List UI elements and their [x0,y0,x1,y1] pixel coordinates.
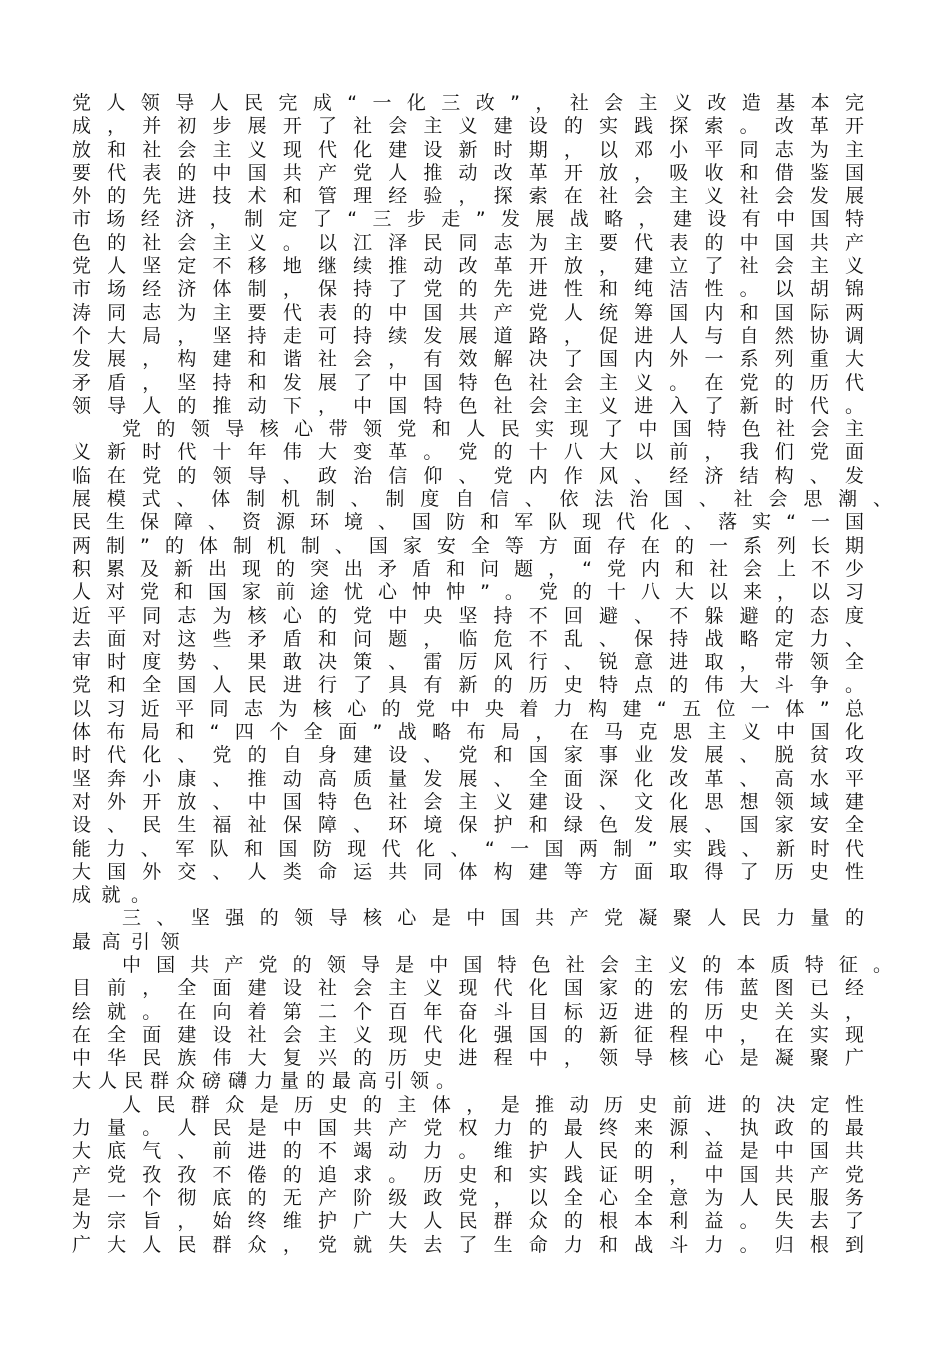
text-line: 临在党的领导、政治信仰、党内作风、经济结构、发 [72,464,864,487]
text-line: 力量。人民是中国共产党权力的最终来源、执政的最 [72,1117,864,1140]
text-line: 设、民生福祉保障、环境保护和绿色发展、国家安全 [72,814,864,837]
text-line: 能力、军队和国防现代化、“一国两制”实践、新时代 [72,837,864,860]
text-line: 党和全国人民进行了具有新的历史特点的伟大斗争。 [72,674,864,697]
text-line: 展模式、体制机制、制度自信、依法治国、社会思潮、 [72,488,892,511]
text-line: 成就。 [72,884,161,907]
text-line: 中华民族伟大复兴的历史进程中，领导核心是凝聚广 [72,1047,864,1070]
text-line: 体布局和“四个全面”战略布局，在马克思主义中国化 [72,721,864,744]
text-line: 市场经济体制，保持了党的先进性和纯洁性。以胡锦 [72,278,864,301]
paragraph-start-line: 党的领导核心带领党和人民实现了中国特色社会主 [122,418,864,441]
text-line: 党人坚定不移地继续推动改革开放，建立了社会主义 [72,255,864,278]
text-line: 涛同志为主要代表的中国共产党人统筹国内和国际两 [72,301,864,324]
text-line: 近平同志为核心的党中央坚持不回避、不躲避的态度 [72,604,864,627]
text-line: 绘就。在向着第二个百年奋斗目标迈进的历史关头， [72,1000,864,1023]
text-line: 在全面建设社会主义现代化强国的新征程中，在实现 [72,1023,864,1046]
text-line: 两制”的体制机制、国家安全等方面存在的一系列长期 [72,534,864,557]
text-line: 产党孜孜不倦的追求。历史和实践证明，中国共产党 [72,1163,864,1186]
text-line: 人对党和国家前途忧心忡忡”。党的十八大以来，以习 [72,581,864,604]
text-line: 党人领导人民完成“一化三改”，社会主义改造基本完 [72,92,864,114]
text-line: 义新时代十年伟大变革。党的十八大以前，我们党面 [72,441,864,464]
text-line: 为宗旨，始终维护广大人民群众的根本利益。失去了 [72,1210,864,1233]
text-line: 民生保障、资源环境、国防和军队现代化、落实“一国 [72,511,864,534]
text-line: 大国外交、人类命运共同体构建等方面取得了历史性 [72,860,864,883]
text-line: 广大人民群众，党就失去了生命力和战斗力。归根到 [72,1233,864,1256]
paragraph-start-line: 中国共产党的领导是中国特色社会主义的本质特征。 [122,953,892,976]
text-line: 目前，全面建设社会主义现代化国家的宏伟蓝图已经 [72,977,864,1000]
text-line: 市场经济，制定了“三步走”发展战略，建设有中国特 [72,208,864,231]
section-heading-line: 三、坚强的领导核心是中国共产党凝聚人民力量的 [122,907,864,930]
text-line: 积累及新出现的突出矛盾和问题，“党内和社会上不少 [72,557,864,580]
text-line: 大底气、前进的不竭动力。维护人民的利益是中国共 [72,1140,864,1163]
paragraph-start-line: 人民群众是历史的主体，是推动历史前进的决定性 [122,1093,864,1116]
text-line: 去面对这些矛盾和问题，临危不乱、保持战略定力、 [72,627,864,650]
text-line: 对外开放、中国特色社会主义建设、文化思想领域建 [72,790,864,813]
text-line: 色的社会主义。以江泽民同志为主要代表的中国共产 [72,231,864,254]
text-line: 发展，构建和谐社会，有效解决了国内外一系列重大 [72,348,864,371]
text-line: 以习近平同志为核心的党中央着力构建“五位一体”总 [72,697,864,720]
text-line: 矛盾，坚持和发展了中国特色社会主义。在党的历代 [72,371,864,394]
text-line: 外的先进技术和管理经验，探索在社会主义社会发展 [72,185,864,208]
section-heading-line: 最高引领 [72,930,191,953]
text-line: 要代表的中国共产党人推动改革开放，吸收和借鉴国 [72,161,864,184]
body-text [72,92,892,1257]
text-line: 领导人的推动下，中国特色社会主义进入了新时代。 [72,394,864,417]
text-line: 审时度势、果敢决策、雷厉风行、锐意进取，带领全 [72,651,864,674]
text-line: 是一个彻底的无产阶级政党，以全心全意为人民服务 [72,1186,864,1209]
text-line: 放和社会主义现代化建设新时期，以邓小平同志为主 [72,138,864,161]
text-line: 时代化、党的自身建设、党和国家事业发展、脱贫攻 [72,744,864,767]
text-line: 大人民群众磅礴力量的最高引领。 [72,1070,463,1093]
text-line: 成，并初步展开了社会主义建设的实践探索。改革开 [72,115,864,138]
text-line: 坚奔小康、推动高质量发展、全面深化改革、高水平 [72,767,864,790]
text-line: 个大局，坚持走可持续发展道路，促进人与自然协调 [72,324,864,347]
